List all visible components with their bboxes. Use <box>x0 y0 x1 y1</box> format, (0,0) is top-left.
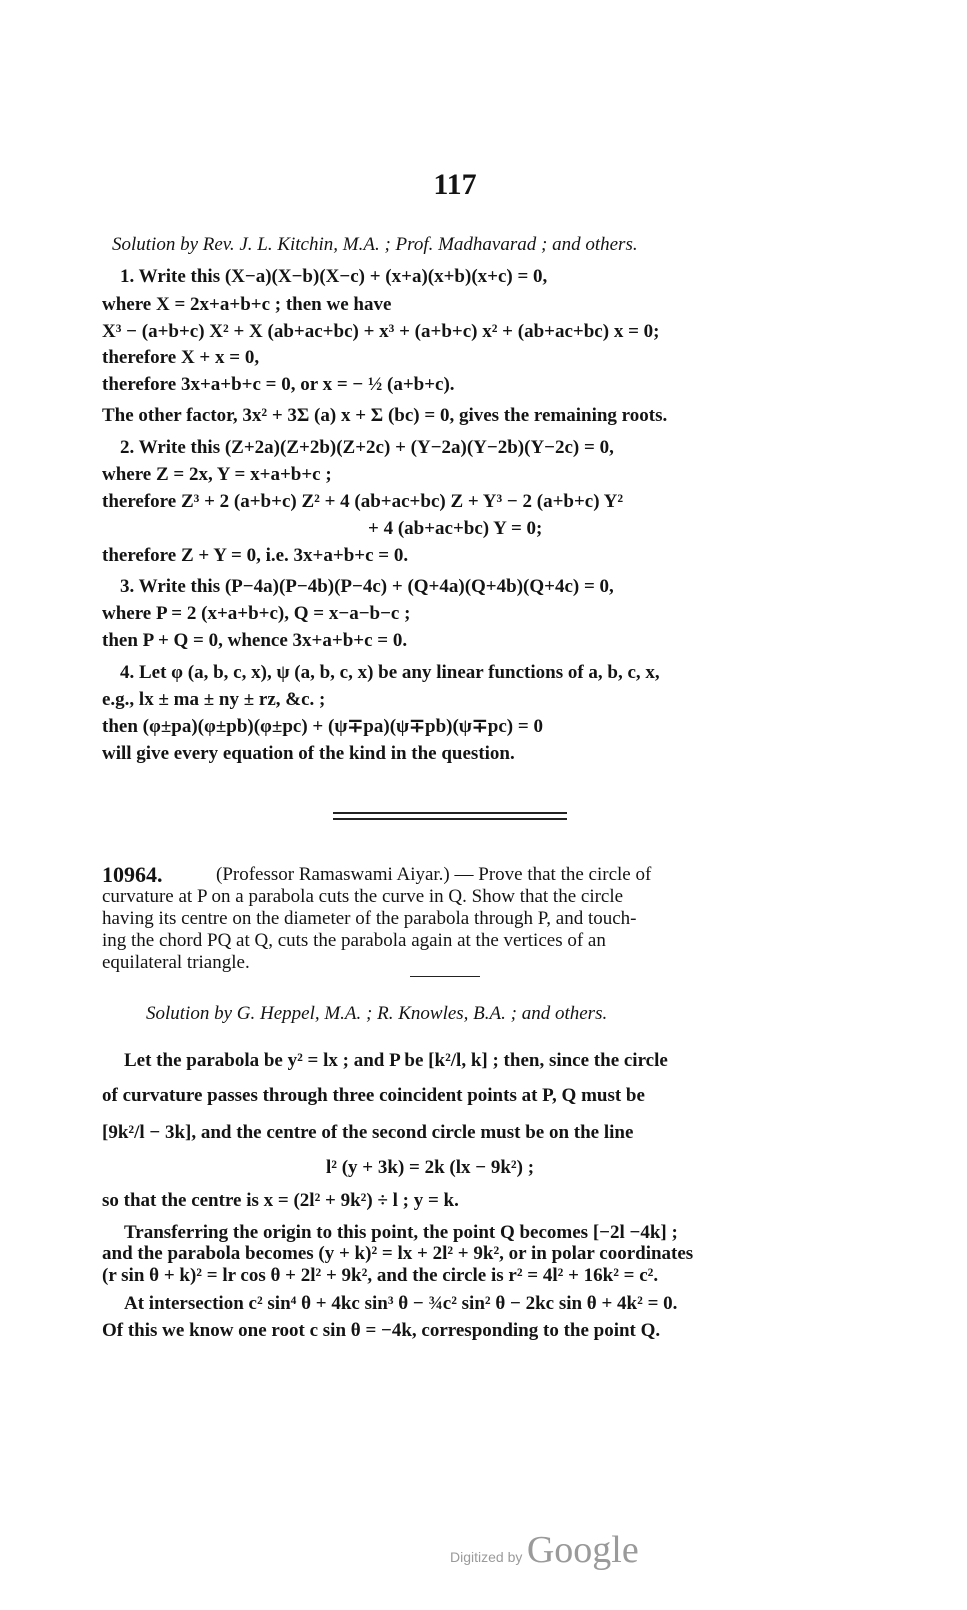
solution-line: so that the centre is x = (2l² + 9k²) ÷ l ; y = k. <box>102 1190 459 1211</box>
solution-line: 3. Write this (P−4a)(P−4b)(P−4c) + (Q+4a)(Q+4b)(Q+4c) = 0, <box>120 576 614 597</box>
page-number: 117 <box>433 168 477 201</box>
solution-line: (r sin θ + k)² = lr cos θ + 2l² + 9k², and the circle is r² = 4l² + 16k² = c². <box>102 1265 659 1286</box>
solution-line: e.g., lx ± ma ± ny ± rz, &c. ; <box>102 689 326 710</box>
solution-line: therefore Z³ + 2 (a+b+c) Z² + 4 (ab+ac+bc) Z + Y³ − 2 (a+b+c) Y² <box>102 491 624 512</box>
solution-line: therefore Z + Y = 0, i.e. 3x+a+b+c = 0. <box>102 545 409 566</box>
watermark-prefix: Digitized by <box>450 1549 523 1565</box>
solution-line: then P + Q = 0, whence 3x+a+b+c = 0. <box>102 630 408 651</box>
question-number: 10964. <box>102 862 163 887</box>
solution-line: Of this we know one root c sin θ = −4k, corresponding to the point Q. <box>102 1320 661 1341</box>
solution-line: therefore X + x = 0, <box>102 347 260 368</box>
solution-line: 1. Write this (X−a)(X−b)(X−c) + (x+a)(x+b)(x+c) = 0, <box>120 266 548 287</box>
solution-line: [9k²/l − 3k], and the centre of the second circle must be on the line <box>102 1122 634 1143</box>
solution-line: then (φ±pa)(φ±pb)(φ±pc) + (ψ∓pa)(ψ∓pb)(ψ∓pc) = 0 <box>102 716 543 737</box>
solution-header: Solution by Rev. J. L. Kitchin, M.A. ; Prof. Madhavarad ; and others. <box>112 234 638 255</box>
solution-line: At intersection c² sin⁴ θ + 4kc sin³ θ − ¾c² sin² θ − 2kc sin θ + 4k² = 0. <box>124 1293 678 1314</box>
solution-line: X³ − (a+b+c) X² + X (ab+ac+bc) + x³ + (a+b+c) x² + (ab+ac+bc) x = 0; <box>102 321 660 342</box>
question-line: having its centre on the diameter of the parabola through P, and touch- <box>102 908 637 929</box>
solution-line: 4. Let φ (a, b, c, x), ψ (a, b, c, x) be any linear functions of a, b, c, x, <box>120 662 660 683</box>
separator-rule-bottom <box>333 818 567 820</box>
solution-header: Solution by G. Heppel, M.A. ; R. Knowles, B.A. ; and others. <box>146 1003 608 1024</box>
separator-rule-top <box>333 812 567 814</box>
solution-line: where P = 2 (x+a+b+c), Q = x−a−b−c ; <box>102 603 411 624</box>
short-rule <box>410 976 480 977</box>
watermark-brand: Google <box>526 1529 639 1571</box>
solution-line: Transferring the origin to this point, the point Q becomes [−2l −4k] ; <box>124 1222 678 1243</box>
question-line: (Professor Ramaswami Aiyar.) — Prove that the circle of <box>216 864 652 885</box>
solution-line: Let the parabola be y² = lx ; and P be [k²/l, k] ; then, since the circle <box>124 1050 668 1071</box>
question-line: equilateral triangle. <box>102 952 250 973</box>
solution-line: The other factor, 3x² + 3Σ (a) x + Σ (bc) = 0, gives the remaining roots. <box>102 405 668 426</box>
solution-line: + 4 (ab+ac+bc) Y = 0; <box>368 518 543 539</box>
question-line: curvature at P on a parabola cuts the curve in Q. Show that the circle <box>102 886 624 907</box>
digitized-by-google-watermark <box>450 1528 639 1572</box>
solution-line: and the parabola becomes (y + k)² = lx + 2l² + 9k², or in polar coordinates <box>102 1243 694 1264</box>
solution-line: where X = 2x+a+b+c ; then we have <box>102 294 392 315</box>
solution-line: will give every equation of the kind in the question. <box>102 743 515 764</box>
solution-line: 2. Write this (Z+2a)(Z+2b)(Z+2c) + (Y−2a)(Y−2b)(Y−2c) = 0, <box>120 437 614 458</box>
solution-line: l² (y + 3k) = 2k (lx − 9k²) ; <box>326 1157 535 1178</box>
solution-line: therefore 3x+a+b+c = 0, or x = − ½ (a+b+c). <box>102 374 455 395</box>
question-line: ing the chord PQ at Q, cuts the parabola again at the vertices of an <box>102 930 606 951</box>
solution-line: of curvature passes through three coincident points at P, Q must be <box>102 1085 645 1106</box>
solution-line: where Z = 2x, Y = x+a+b+c ; <box>102 464 332 485</box>
